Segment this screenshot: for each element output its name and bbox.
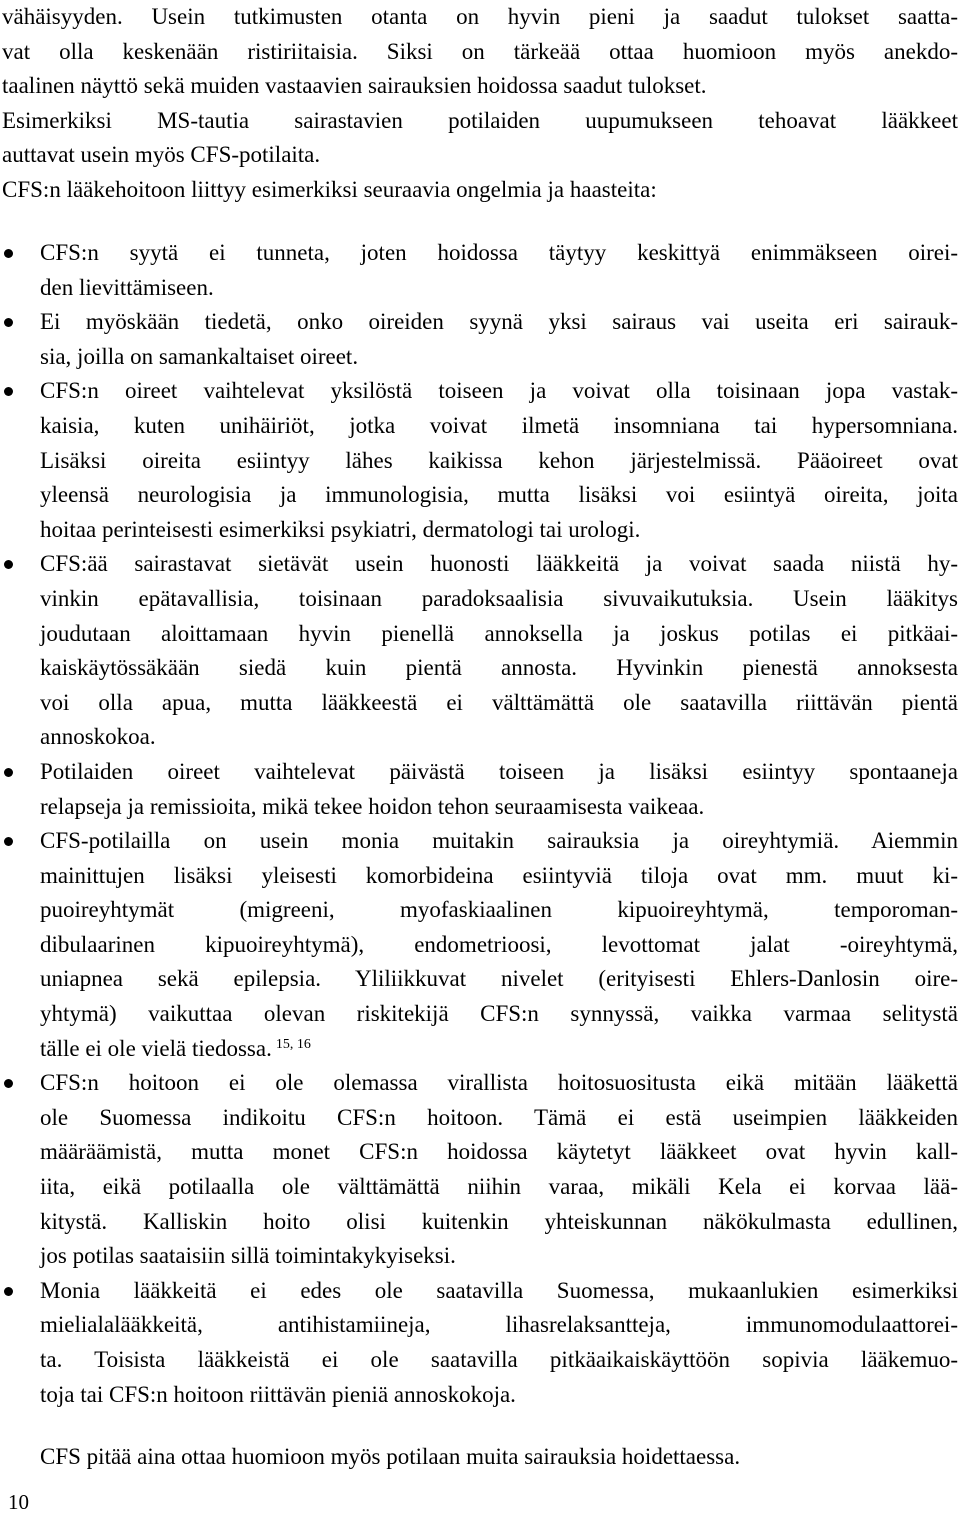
list-item (2, 374, 958, 547)
text-line: uniapnea sekä epilepsia. Yliliikkuvat nivelet (erityisesti Ehlers-Danlosin oire- (40, 966, 958, 992)
bullet-icon (4, 1287, 13, 1296)
list-item (2, 824, 958, 1066)
text-line: Esimerkiksi MS-tautia sairastavien potilaiden uupumukseen tehoavat lääkkeet (2, 107, 958, 133)
bullet-icon (4, 387, 13, 396)
text-line: joudutaan aloittamaan hyvin pienellä annoksella ja joskus potilas ei pitkäai- (40, 620, 958, 646)
text-line: vinkin epätavallisia, toisinaan paradoksaalisia sivuvaikutuksia. Usein lääkitys (40, 585, 958, 611)
bullet-icon (4, 837, 13, 846)
text-line: CFS:n syytä ei tunneta, joten hoidossa täytyy keskittyä enimmäkseen oirei- (40, 240, 958, 265)
bullet-icon (4, 768, 13, 777)
text-line: toja tai CFS:n hoitoon riittävän pieniä annoskokoja. (40, 1381, 516, 1407)
text-line: taalinen näyttö sekä muiden vastaavien sairauksien hoidossa saadut tulokset. (2, 73, 707, 99)
text-line: CFS pitää aina ottaa huomioon myös potilaan muita sairauksia hoidettaessa. (40, 1444, 741, 1469)
text-line: voi olla apua, mutta lääkkeestä ei välttämättä ole saatavilla riittävän pientä (40, 689, 958, 715)
closing-sentence (40, 1440, 958, 1475)
list-item (2, 1274, 958, 1412)
text-line: ole Suomessa indikoitu CFS:n hoitoon. Tämä ei estä useimpien lääkkeiden (40, 1104, 958, 1130)
text-line: relapseja ja remissioita, mikä tekee hoidon tehon seuraamisesta vaikeaa. (40, 793, 705, 819)
text-line: kitystä. Kalliskin hoito olisi kuitenkin yhteiskunnan näkökulmasta edullinen, (40, 1208, 958, 1234)
list-item (2, 755, 958, 824)
list-intro-line: CFS:n lääkehoitoon liittyy esimerkiksi seuraavia ongelmia ja haasteita: (2, 176, 657, 202)
bullet-icon (4, 318, 13, 327)
text-line: hoitaa perinteisesti esimerkiksi psykiatri, dermatologi tai urologi. (40, 516, 641, 542)
text-line: dibulaarinen kipuoireyhtymä), endometrioosi, levottomat jalat -oireyhtymä, (40, 931, 958, 957)
page-number: 10 (8, 1490, 29, 1514)
text-line: Ei myöskään tiedetä, onko oireiden syynä yksi sairaus vai useita eri sairauk- (40, 309, 958, 335)
text-line: kaiskäytössäkään siedä kuin pientä annosta. Hyvinkin pienestä annoksesta (40, 655, 958, 681)
text-line: mainittujen lisäksi yleisesti komorbideina esiintyviä tiloja ovat mm. muut ki- (40, 862, 958, 888)
text-line: Monia lääkkeitä ei edes ole saatavilla Suomessa, mukaanlukien esimerkiksi (40, 1277, 958, 1303)
text-line: ta. Toisista lääkkeistä ei ole saatavilla pitkäaikaiskäyttöön sopivia lääkemuo- (40, 1347, 958, 1372)
list-item (2, 547, 958, 755)
challenges-bullet-list (2, 236, 958, 1412)
text-line: vat olla keskenään ristiriitaisia. Siksi on tärkeää ottaa huomioon myös anekdo- (2, 38, 958, 64)
text-line: Lisäksi oireita esiintyy lähes kaikissa kehon järjestelmissä. Pääoireet ovat (40, 447, 958, 473)
text-line: määräämistä, mutta monet CFS:n hoidossa käytetyt lääkkeet ovat hyvin kall- (40, 1139, 958, 1165)
text-line: CFS:ää sairastavat sietävät usein huonosti lääkkeitä ja voivat saada niistä hy- (40, 551, 958, 577)
text-line: puoireyhtymät (migreeni, myofaskiaalinen kipuoireyhtymä, temporoman- (40, 897, 958, 923)
text-line: Potilaiden oireet vaihtelevat päivästä toiseen ja lisäksi esiintyy spontaaneja (40, 758, 958, 784)
text-line: vähäisyyden. Usein tutkimusten otanta on hyvin pieni ja saadut tulokset saatta- (2, 4, 958, 29)
list-item (2, 305, 958, 374)
bullet-icon (4, 249, 13, 258)
text-line: iita, eikä potilaalla ole välttämättä niihin varaa, mikäli Kela ei korvaa lää- (40, 1174, 958, 1200)
text-line: CFS-potilailla on usein monia muitakin sairauksia ja oireyhtymiä. Aiemmin (40, 828, 958, 854)
footnote-reference[interactable]: 15, 16 (275, 1036, 311, 1052)
text-line: den lievittämiseen. (40, 274, 214, 300)
bullet-icon (4, 1079, 13, 1088)
text-line: yleensä neurologisia ja immunologisia, mutta lisäksi voi esiintyä oireita, joita (40, 482, 958, 508)
text-line: kaisia, kuten unihäiriöt, jotka voivat ilmetä insomniana tai hypersomniana. (40, 412, 958, 438)
text-line: auttavat usein myös CFS-potilaita. (2, 142, 321, 168)
text-line: sia, joilla on samankaltaiset oireet. (40, 343, 359, 369)
bullet-icon (4, 560, 13, 569)
list-item (2, 236, 958, 305)
text-line: annoskokoa. (40, 724, 156, 750)
list-item (2, 1066, 958, 1274)
text-line: mielialalääkkeitä, antihistamiineja, lihasrelaksantteja, immunomodulaattorei- (40, 1312, 958, 1338)
text-line: jos potilas saataisiin sillä toimintakykyiseksi. (40, 1243, 456, 1269)
text-line: CFS:n oireet vaihtelevat yksilöstä toiseen ja voivat olla toisinaan jopa vastak- (40, 378, 958, 404)
text-line (40, 1032, 958, 1067)
text-line-content: tälle ei ole vielä tiedossa. (40, 1035, 272, 1061)
text-line: CFS:n hoitoon ei ole olemassa virallista hoitosuositusta eikä mitään lääkettä (40, 1070, 958, 1096)
intro-paragraph (2, 0, 958, 208)
text-line: yhtymä) vaikuttaa olevan riskitekijä CFS:n synnyssä, vaikka varmaa selitystä (40, 1001, 958, 1027)
